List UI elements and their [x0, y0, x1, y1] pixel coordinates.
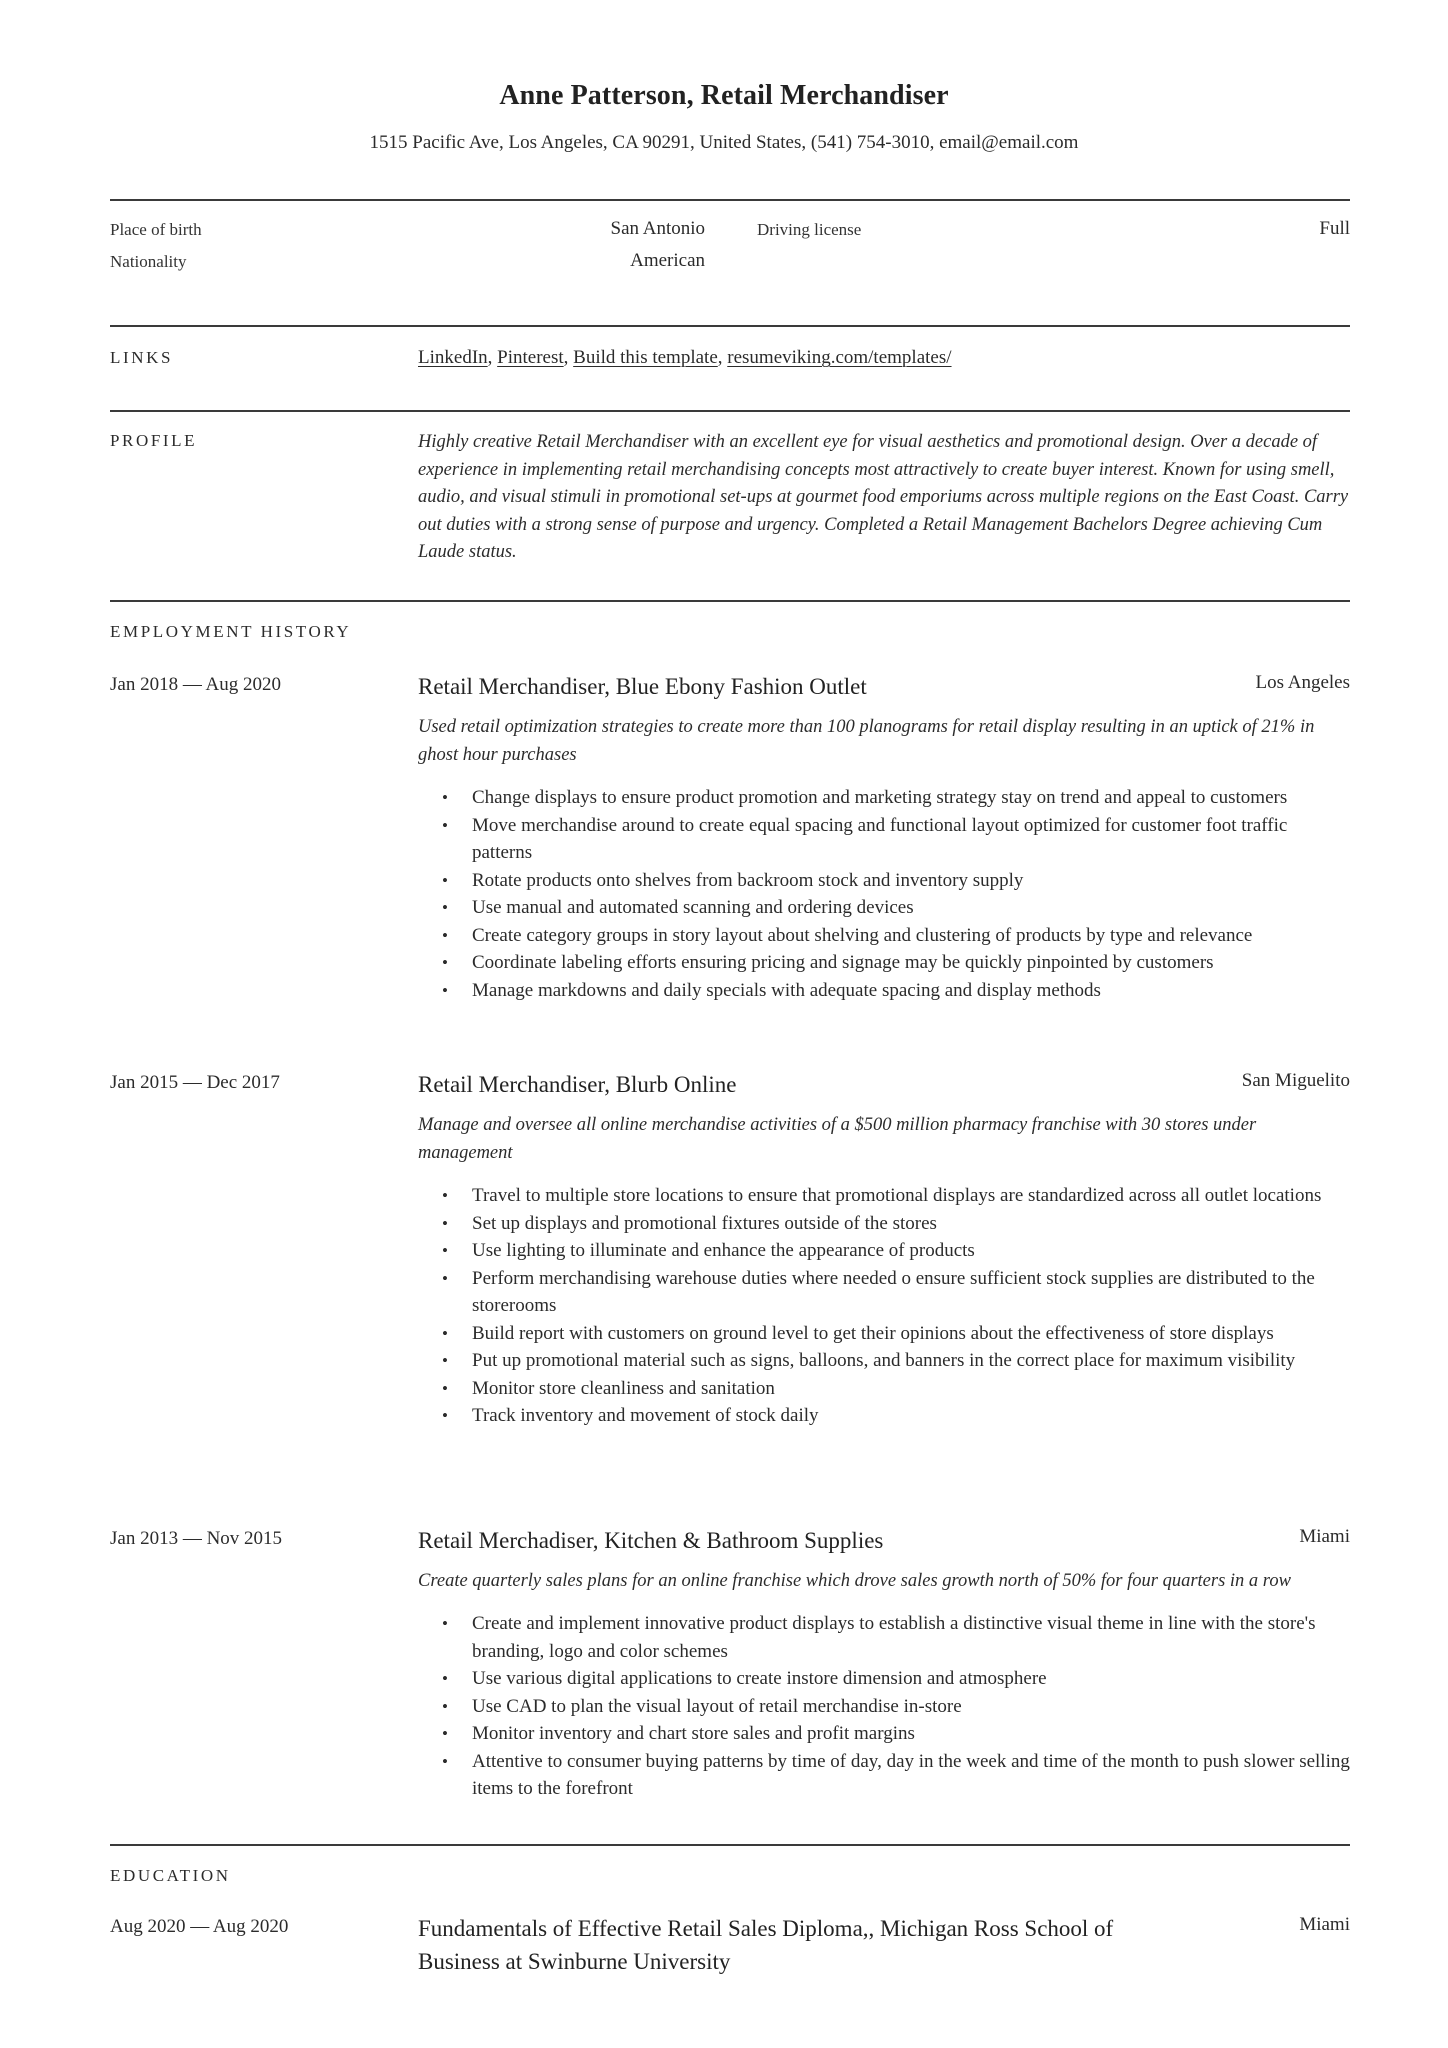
contact-line: 1515 Pacific Ave, Los Angeles, CA 90291, United States, (541) 754-3010, email@email.com [369, 132, 1079, 153]
link-separator: , [487, 347, 498, 368]
job-location: Los Angeles [1255, 672, 1350, 693]
bullet-item: • Set up displays and promotional fixtures outside of the stores [418, 1210, 1350, 1238]
candidate-name: Anne Patterson, Retail Merchandiser [499, 80, 949, 111]
education-title: Fundamentals of Effective Retail Sales Diploma,, Michigan Ross School of Business at Swinburne University [418, 1916, 1114, 1974]
education-heading: EDUCATION [110, 1866, 231, 1885]
bullet-item: • Monitor store cleanliness and sanitation [418, 1375, 1350, 1403]
bullet-item: • Change displays to ensure product promotion and marketing strategy stay on trend and appeal to customers [418, 784, 1350, 812]
driving-license-label: Driving license [757, 220, 862, 239]
details-row [110, 250, 1350, 302]
education-dates: Aug 2020 — Aug 2020 [110, 1916, 289, 1937]
personal-details [110, 218, 1350, 302]
bullet-item: • Put up promotional material such as signs, balloons, and banners in the correct place for maximum visibility [418, 1347, 1350, 1375]
job-dates: Jan 2018 — Aug 2020 [110, 674, 281, 695]
resume-header [0, 80, 1448, 154]
build-template-link[interactable]: Build this template [573, 347, 718, 368]
job-bullets [418, 1182, 1350, 1430]
nationality-value: American [630, 250, 705, 271]
link-separator: , [563, 347, 574, 368]
divider [110, 600, 1350, 602]
job-summary: Used retail optimization strategies to create more than 100 planograms for retail display resulting in an uptick of 21% in ghost hour purchases [418, 717, 1315, 765]
bullet-item: • Rotate products onto shelves from backroom stock and inventory supply [418, 867, 1350, 895]
divider [110, 199, 1350, 201]
bullet-item: • Create category groups in story layout about shelving and clustering of products by type and relevance [418, 922, 1350, 950]
divider [110, 325, 1350, 327]
bullet-item: • Coordinate labeling efforts ensuring pricing and signage may be quickly pinpointed by customers [418, 949, 1350, 977]
employment-heading: EMPLOYMENT HISTORY [110, 622, 352, 641]
job-bullets [418, 1610, 1350, 1803]
bullet-item: • Track inventory and movement of stock daily [418, 1402, 1350, 1430]
bullet-item: • Attentive to consumer buying patterns by time of day, day in the week and time of the month to push slower selling items to the forefront [418, 1748, 1350, 1803]
bullet-item: • Perform merchandising warehouse duties where needed o ensure sufficient stock supplies are distributed to the storerooms [418, 1265, 1350, 1320]
job-title: Retail Merchandiser, Blue Ebony Fashion Outlet [418, 674, 867, 699]
job-title: Retail Merchadiser, Kitchen & Bathroom Supplies [418, 1528, 884, 1553]
job-dates: Jan 2015 — Dec 2017 [110, 1072, 280, 1093]
job-location: San Miguelito [1241, 1070, 1350, 1091]
bullet-item: • Move merchandise around to create equal spacing and functional layout optimized for customer foot traffic patterns [418, 812, 1350, 867]
job-summary: Manage and oversee all online merchandise activities of a $500 million pharmacy franchise with 30 stores under management [418, 1115, 1257, 1163]
links-heading: LINKS [110, 348, 174, 367]
job-summary: Create quarterly sales plans for an online franchise which drove sales growth north of 50% for four quarters in a row [418, 1571, 1291, 1591]
education-location: Miami [1299, 1914, 1350, 1935]
link-separator: , [717, 347, 728, 368]
driving-license-value: Full [1319, 218, 1350, 239]
bullet-item: • Use lighting to illuminate and enhance the appearance of products [418, 1237, 1350, 1265]
linkedin-link[interactable]: LinkedIn [418, 347, 488, 368]
profile-heading: PROFILE [110, 431, 198, 450]
divider [110, 410, 1350, 412]
bullet-item: • Create and implement innovative product displays to establish a distinctive visual theme in line with the store's branding, logo and color schemes [418, 1610, 1350, 1665]
place-of-birth-label: Place of birth [110, 220, 202, 239]
profile-summary: Highly creative Retail Merchandiser with an excellent eye for visual aesthetics and promotional design. Over a decade of experience in implementing retail merchandising concepts most attractively to create buyer interest. Known for using smell, audio, and visual stimuli in promotional set-ups at gourmet food emporiums across multiple regions on the East Coast. Carry out duties with a strong sense of purpose and urgency. Completed a Retail Management Bachelors Degree achieving Cum Laude status. [418, 432, 1349, 562]
resumeviking-link[interactable]: resumeviking.com/templates/ [727, 347, 952, 368]
divider [110, 1844, 1350, 1846]
bullet-item: • Travel to multiple store locations to ensure that promotional displays are standardized across all outlet locations [418, 1182, 1350, 1210]
links-list [418, 347, 952, 369]
job-location: Miami [1299, 1526, 1350, 1547]
details-row [110, 218, 1350, 260]
bullet-item: • Use manual and automated scanning and ordering devices [418, 894, 1350, 922]
bullet-item: • Use various digital applications to create instore dimension and atmosphere [418, 1665, 1350, 1693]
job-title: Retail Merchandiser, Blurb Online [418, 1072, 737, 1097]
bullet-item: • Build report with customers on ground level to get their opinions about the effectiveness of store displays [418, 1320, 1350, 1348]
nationality-label: Nationality [110, 252, 187, 271]
pinterest-link[interactable]: Pinterest [497, 347, 564, 368]
bullet-item: • Monitor inventory and chart store sales and profit margins [418, 1720, 1350, 1748]
place-of-birth-value: San Antonio [610, 218, 705, 239]
job-bullets [418, 784, 1350, 1004]
job-dates: Jan 2013 — Nov 2015 [110, 1528, 283, 1549]
bullet-item: • Manage markdowns and daily specials with adequate spacing and display methods [418, 977, 1350, 1005]
bullet-item: • Use CAD to plan the visual layout of retail merchandise in-store [418, 1693, 1350, 1721]
